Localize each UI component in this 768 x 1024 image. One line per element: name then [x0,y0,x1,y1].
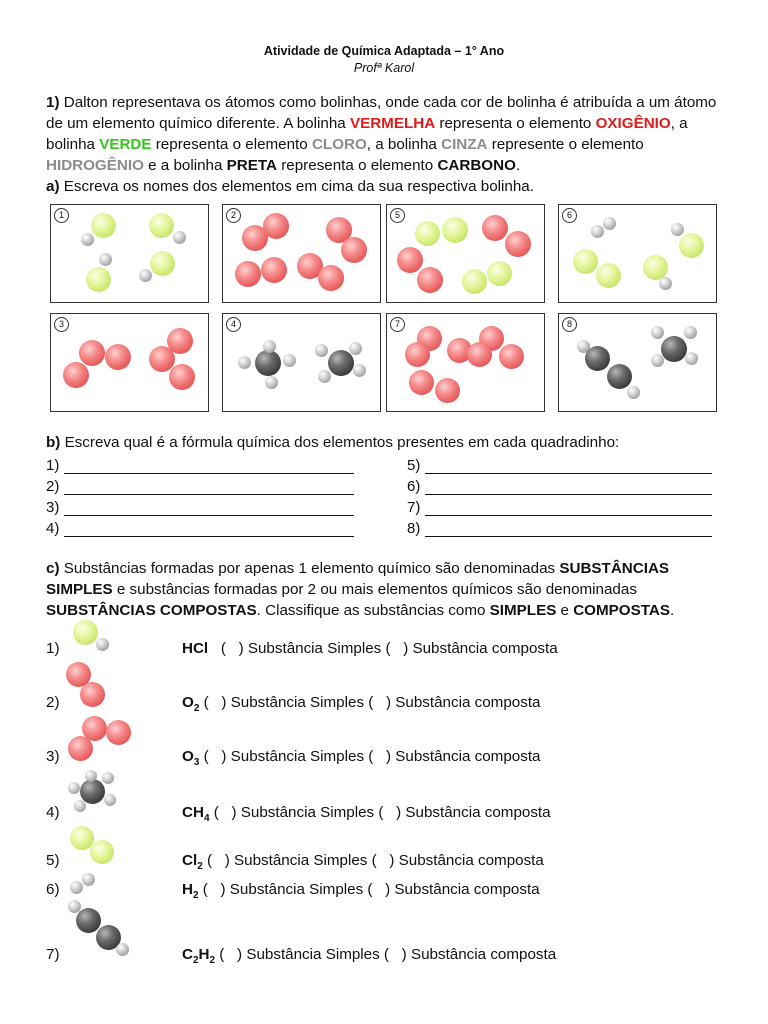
item-number: 1) [46,640,60,657]
atom-green [462,269,487,294]
atom-red [105,344,131,370]
atom-green [573,249,598,274]
atom-gray [104,794,116,806]
item-4-row: $CH_4$ ( ) Substância Simples ( ) Substância composta [182,804,551,825]
question-1-number: 1) [46,94,60,111]
item-number: 3) [46,748,60,765]
atom-black [661,336,687,362]
atom-gray [96,638,109,651]
answer-line-5[interactable]: 5) [407,457,712,475]
compound-checkbox[interactable]: ) Substância composta [386,748,541,765]
atom-gray [68,782,80,794]
atom-red [318,265,344,291]
atom-gray [603,217,616,230]
atom-gray [283,354,296,367]
molecule-box-1 [50,204,209,303]
molecule-box-7 [386,313,545,412]
box-number: 8 [562,317,577,332]
atom-gray [85,770,97,782]
atom-green [149,213,174,238]
atom-red [68,736,93,761]
simple-checkbox[interactable]: ( ) [203,748,227,765]
atom-gray [318,370,331,383]
atom-black [585,346,610,371]
compound-checkbox[interactable]: ) Substância composta [401,946,557,963]
atom-gray [102,772,114,784]
atom-gray [684,326,697,339]
simple-checkbox[interactable]: ( ) [220,640,244,657]
molecule-box-3 [50,313,209,412]
atom-green [442,217,468,243]
item-2-row: $O_2$ ( ) Substância Simples ( ) Substância composta [182,694,541,715]
compound-checkbox[interactable]: ) Substância composta [403,640,558,657]
atom-green [91,213,116,238]
atom-red [341,237,367,263]
atom-gray [671,223,684,236]
atom-gray [627,386,640,399]
atom-green [90,840,114,864]
atom-red [405,342,430,367]
answer-line-8[interactable]: 8) [407,520,712,538]
atom-gray [263,340,276,353]
atom-green [487,261,512,286]
box-number: 2 [226,208,241,223]
atom-black [255,350,281,376]
atom-red [79,340,105,366]
atom-red [235,261,261,287]
atom-gray [265,376,278,389]
compound-checkbox[interactable]: ) Substância composta [385,881,540,898]
atom-red [80,682,105,707]
atom-red [435,378,460,403]
atom-gray [116,943,129,956]
atom-red [106,720,131,745]
item-number: 7) [46,946,60,963]
atom-gray [173,231,186,244]
atom-gray [74,800,86,812]
atom-red [261,257,287,283]
simple-checkbox[interactable]: ( ) [206,852,230,869]
answer-line-1[interactable]: 1) [46,457,354,475]
atom-gray [139,269,152,282]
item-number: 6) [46,881,60,898]
answer-line-7[interactable]: 7) [407,499,712,517]
item-6-row: $H_2$ ( ) Substância Simples ( ) Substância composta [182,881,540,902]
atom-green [415,221,440,246]
atom-green [86,267,111,292]
atom-green [679,233,704,258]
atom-red [482,215,508,241]
atom-gray [651,326,664,339]
atom-gray [99,253,112,266]
atom-gray [353,364,366,377]
atom-black [328,350,354,376]
compound-checkbox[interactable]: ) Substância composta [386,694,541,711]
atom-gray [685,352,698,365]
answer-line-2[interactable]: 2) [46,478,354,496]
atom-red [169,364,195,390]
question-1-text: 1) Dalton representava os átomos como bolinhas, onde cada cor de bolinha é atribuída a um átomo de um elemento químico diferente. A bolinha VERMELHA representa o elemento OXIGÊNIO, a bolinha VERDE representa o elemento CLORO, a bolinha CINZA represente o elemento HIDROGÊNIO e a bolinha PRETA representa o elemento CARBONO. a) Escreva os nomes dos elementos em cima da sua respectiva bolinha. [46,94,717,195]
molecule-box-5 [386,204,545,303]
item-number: 2) [46,694,60,711]
atom-green [73,620,98,645]
atom-green [596,263,621,288]
atom-red [409,370,434,395]
atom-red [417,267,443,293]
molecule-box-8 [558,313,717,412]
question-c-text: c) Substâncias formadas por apenas 1 elemento químico são denominadas SUBSTÂNCIAS SIMPLES e substâncias formadas por 2 ou mais elementos químicos são denominadas SUBSTÂNCIAS COMPOSTAS. Classifique as substâncias como SIMPLES e COMPOSTAS. [46,560,675,619]
simple-checkbox[interactable]: ( ) [213,804,237,821]
atom-black [80,779,105,804]
atom-gray [315,344,328,357]
box-number: 4 [226,317,241,332]
atom-gray [651,354,664,367]
box-number: 7 [390,317,405,332]
atom-gray [659,277,672,290]
atom-red [263,213,289,239]
box-number: 3 [54,317,69,332]
molecule-box-4 [222,313,381,412]
question-a-label: a) [46,178,60,195]
item-number: 5) [46,852,60,869]
compound-checkbox[interactable]: ) Substância composta [389,852,544,869]
answer-line-4[interactable]: 4) [46,520,354,538]
atom-gray [81,233,94,246]
simple-checkbox[interactable]: ( ) [203,694,227,711]
simple-checkbox[interactable]: ( ) [219,946,243,963]
box-number: 5 [390,208,405,223]
simple-checkbox[interactable]: ( ) [202,881,226,898]
atom-red [505,231,531,257]
atom-black [76,908,101,933]
atom-red [467,342,492,367]
atom-gray [70,881,83,894]
compound-checkbox[interactable]: ) Substância composta [396,804,551,821]
atom-red [499,344,524,369]
item-number: 4) [46,804,60,821]
atom-black [607,364,632,389]
atom-red [397,247,423,273]
worksheet-title: Atividade de Química Adaptada – 1° Ano [263,44,505,58]
worksheet-author: Profª Karol [353,61,415,75]
molecule-box-2 [222,204,381,303]
atom-gray [238,356,251,369]
question-a-text: Escreva os nomes dos elementos em cima da sua respectiva bolinha. [63,178,534,195]
item-7-row: $C_2H_2$ ( ) Substância Simples ( ) Substância composta [182,946,557,967]
answer-line-3[interactable]: 3) [46,499,354,517]
item-1-row: HCl ( ) Substância Simples ( ) Substância composta [182,640,558,657]
atom-gray [82,873,95,886]
box-number: 1 [54,208,69,223]
atom-green [150,251,175,276]
question-b-text: b) Escreva qual é a fórmula química dos elementos presentes em cada quadradinho: [46,434,620,451]
item-3-row: $O_3$ ( ) Substância Simples ( ) Substância composta [182,748,541,769]
atom-gray [349,342,362,355]
molecule-box-6 [558,204,717,303]
box-number: 6 [562,208,577,223]
item-5-row: $Cl_2$ ( ) Substância Simples ( ) Substância composta [182,852,544,873]
atom-gray [591,225,604,238]
answer-line-6[interactable]: 6) [407,478,712,496]
atom-red [63,362,89,388]
